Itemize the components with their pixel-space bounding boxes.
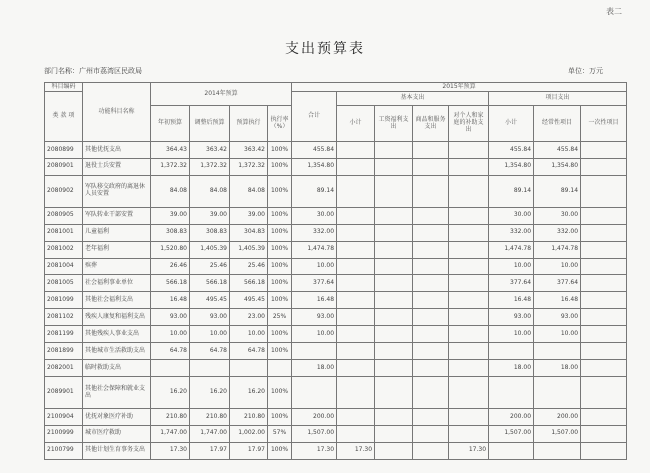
row-adjusted-budget: 363.42: [190, 142, 230, 159]
row-goods-services: [413, 175, 449, 207]
row-total: 10.00: [292, 326, 337, 343]
row-budget-2014: 566.18: [151, 275, 190, 292]
row-execution: 1,405.39: [230, 241, 268, 258]
row-basic-subtotal: [337, 309, 375, 326]
row-exec-rate: 100%: [268, 158, 292, 175]
row-function-name: 其他社会保障和就业支出: [83, 377, 151, 409]
row-basic-subtotal: [337, 360, 375, 377]
row-exec-rate: 25%: [268, 309, 292, 326]
table-row: [45, 224, 627, 241]
row-execution: 1,002.00: [230, 425, 268, 442]
header-project-subtotal: 小计: [489, 106, 534, 142]
row-execution: 304.83: [230, 224, 268, 241]
row-one-off-project: [581, 292, 627, 309]
header-adjusted-budget: 调整后预算: [190, 106, 230, 142]
row-basic-subtotal: [337, 207, 375, 224]
row-adjusted-budget: 17.97: [190, 442, 230, 459]
row-one-off-project: [581, 326, 627, 343]
row-adjusted-budget: 1,747.00: [190, 425, 230, 442]
row-budget-2014: [151, 360, 190, 377]
row-basic-subtotal: [337, 158, 375, 175]
row-one-off-project: [581, 258, 627, 275]
row-code: 2081899: [45, 343, 83, 360]
row-execution: 84.08: [230, 175, 268, 207]
row-code: 2080902: [45, 175, 83, 207]
row-personal-family: 17.30: [449, 442, 489, 459]
row-exec-rate: 100%: [268, 258, 292, 275]
row-budget-2014: 93.00: [151, 309, 190, 326]
row-execution: 39.00: [230, 207, 268, 224]
row-personal-family: [449, 275, 489, 292]
row-project-subtotal: 1,507.00: [489, 425, 534, 442]
row-function-name: 老年福利: [83, 241, 151, 258]
row-routine-project: [534, 343, 581, 360]
row-adjusted-budget: 84.08: [190, 175, 230, 207]
row-execution: 23.00: [230, 309, 268, 326]
row-personal-family: [449, 425, 489, 442]
row-function-name: 其他计划生育事务支出: [83, 442, 151, 459]
row-routine-project: 200.00: [534, 408, 581, 425]
row-function-name: 其他优抚支出: [83, 142, 151, 159]
row-function-name: 殡葬: [83, 258, 151, 275]
row-one-off-project: [581, 275, 627, 292]
row-project-subtotal: 455.84: [489, 142, 534, 159]
row-budget-2014: 64.78: [151, 343, 190, 360]
header-personal-family: 对个人和家庭的补助支出: [449, 106, 489, 142]
row-exec-rate: 100%: [268, 275, 292, 292]
row-budget-2014: 210.80: [151, 408, 190, 425]
row-basic-subtotal: [337, 425, 375, 442]
row-total: 1,507.00: [292, 425, 337, 442]
row-budget-2014: 1,747.00: [151, 425, 190, 442]
row-goods-services: [413, 292, 449, 309]
header-exec-rate: 执行率（%）: [268, 106, 292, 142]
row-routine-project: 10.00: [534, 326, 581, 343]
row-goods-services: [413, 442, 449, 459]
row-one-off-project: [581, 408, 627, 425]
row-exec-rate: 100%: [268, 343, 292, 360]
row-one-off-project: [581, 224, 627, 241]
row-total: 93.00: [292, 309, 337, 326]
row-personal-family: [449, 309, 489, 326]
table-row: [45, 309, 627, 326]
row-wages: [375, 175, 413, 207]
header-year-2014: 2014年预算: [151, 83, 292, 106]
row-budget-2014: 17.30: [151, 442, 190, 459]
row-basic-subtotal: [337, 377, 375, 409]
row-adjusted-budget: 495.45: [190, 292, 230, 309]
row-function-name: 军队转业干部安置: [83, 207, 151, 224]
row-budget-2014: 1,520.80: [151, 241, 190, 258]
row-one-off-project: [581, 360, 627, 377]
row-one-off-project: [581, 158, 627, 175]
row-function-name: 其他残疾人事业支出: [83, 326, 151, 343]
row-personal-family: [449, 258, 489, 275]
row-code: 2082001: [45, 360, 83, 377]
row-execution: 64.78: [230, 343, 268, 360]
row-personal-family: [449, 158, 489, 175]
row-project-subtotal: 30.00: [489, 207, 534, 224]
row-budget-2014: 308.83: [151, 224, 190, 241]
row-exec-rate: 100%: [268, 442, 292, 459]
header-goods-services: 商品和服务支出: [413, 106, 449, 142]
row-personal-family: [449, 343, 489, 360]
row-wages: [375, 224, 413, 241]
row-execution: 495.45: [230, 292, 268, 309]
department-name: 部门名称：广州市荔湾区民政局: [44, 67, 142, 75]
row-routine-project: 18.00: [534, 360, 581, 377]
row-function-name: 残疾人康复和福利支出: [83, 309, 151, 326]
row-goods-services: [413, 377, 449, 409]
row-one-off-project: [581, 142, 627, 159]
row-basic-subtotal: [337, 142, 375, 159]
row-wages: [375, 425, 413, 442]
row-personal-family: [449, 175, 489, 207]
row-goods-services: [413, 408, 449, 425]
row-total: 17.30: [292, 442, 337, 459]
row-goods-services: [413, 258, 449, 275]
row-exec-rate: 100%: [268, 377, 292, 409]
row-personal-family: [449, 241, 489, 258]
row-exec-rate: 100%: [268, 408, 292, 425]
row-exec-rate: 100%: [268, 207, 292, 224]
row-goods-services: [413, 207, 449, 224]
row-adjusted-budget: 1,405.39: [190, 241, 230, 258]
row-routine-project: 1,474.78: [534, 241, 581, 258]
row-routine-project: 455.84: [534, 142, 581, 159]
header-basic-subtotal: 小计: [337, 106, 375, 142]
row-project-subtotal: 200.00: [489, 408, 534, 425]
row-budget-2014: 39.00: [151, 207, 190, 224]
row-wages: [375, 158, 413, 175]
row-code: 2089901: [45, 377, 83, 409]
table-row: [45, 377, 627, 409]
header-total: 合计: [292, 92, 337, 142]
row-wages: [375, 343, 413, 360]
row-project-subtotal: 10.00: [489, 326, 534, 343]
table-row: [45, 326, 627, 343]
row-one-off-project: [581, 241, 627, 258]
row-code: 2081002: [45, 241, 83, 258]
row-total: [292, 377, 337, 409]
row-wages: [375, 258, 413, 275]
header-code-group: 科目编码: [45, 83, 83, 92]
row-wages: [375, 241, 413, 258]
row-adjusted-budget: 566.18: [190, 275, 230, 292]
row-wages: [375, 309, 413, 326]
header-project-expenditure: 项目支出: [489, 92, 627, 106]
row-goods-services: [413, 309, 449, 326]
row-adjusted-budget: 1,372.32: [190, 158, 230, 175]
row-total: 89.14: [292, 175, 337, 207]
row-project-subtotal: 10.00: [489, 258, 534, 275]
row-project-subtotal: 89.14: [489, 175, 534, 207]
table-row: [45, 292, 627, 309]
row-basic-subtotal: [337, 224, 375, 241]
row-code: 2081004: [45, 258, 83, 275]
row-function-name: 退役士兵安置: [83, 158, 151, 175]
row-wages: [375, 360, 413, 377]
row-routine-project: 93.00: [534, 309, 581, 326]
row-basic-subtotal: [337, 241, 375, 258]
row-routine-project: 332.00: [534, 224, 581, 241]
row-budget-2014: 364.43: [151, 142, 190, 159]
table-row: [45, 425, 627, 442]
row-total: 455.84: [292, 142, 337, 159]
row-personal-family: [449, 360, 489, 377]
row-total: 1,354.80: [292, 158, 337, 175]
row-basic-subtotal: [337, 343, 375, 360]
row-exec-rate: 100%: [268, 326, 292, 343]
row-total: 332.00: [292, 224, 337, 241]
row-code: 2081102: [45, 309, 83, 326]
row-goods-services: [413, 241, 449, 258]
header-year-2015: 2015年预算: [292, 83, 627, 92]
row-budget-2014: 16.20: [151, 377, 190, 409]
row-goods-services: [413, 343, 449, 360]
row-personal-family: [449, 326, 489, 343]
table-row: [45, 343, 627, 360]
row-routine-project: 1,507.00: [534, 425, 581, 442]
row-routine-project: 1,354.80: [534, 158, 581, 175]
budget-table: [44, 82, 627, 460]
row-function-name: 军队移交政府的离退休人员安置: [83, 175, 151, 207]
header-class-section-item: 类 款 项: [45, 92, 83, 142]
row-total: 200.00: [292, 408, 337, 425]
table-row: [45, 408, 627, 425]
row-project-subtotal: 16.48: [489, 292, 534, 309]
row-personal-family: [449, 142, 489, 159]
row-execution: 1,372.32: [230, 158, 268, 175]
row-adjusted-budget: 10.00: [190, 326, 230, 343]
table-row: [45, 442, 627, 459]
row-one-off-project: [581, 343, 627, 360]
row-goods-services: [413, 158, 449, 175]
header-function-name: 功能科目名称: [83, 83, 151, 142]
row-routine-project: 10.00: [534, 258, 581, 275]
row-code: 2100904: [45, 408, 83, 425]
row-wages: [375, 292, 413, 309]
header-basic-expenditure: 基本支出: [337, 92, 489, 106]
header-routine-project: 经常性项目: [534, 106, 581, 142]
row-project-subtotal: 332.00: [489, 224, 534, 241]
row-function-name: 社会福利事业单位: [83, 275, 151, 292]
table-row: [45, 360, 627, 377]
row-basic-subtotal: [337, 326, 375, 343]
row-execution: 17.97: [230, 442, 268, 459]
row-adjusted-budget: 16.20: [190, 377, 230, 409]
row-execution: 10.00: [230, 326, 268, 343]
row-execution: 566.18: [230, 275, 268, 292]
row-exec-rate: 100%: [268, 142, 292, 159]
row-personal-family: [449, 408, 489, 425]
row-execution: 25.46: [230, 258, 268, 275]
row-wages: [375, 377, 413, 409]
row-one-off-project: [581, 442, 627, 459]
row-project-subtotal: 1,354.80: [489, 158, 534, 175]
row-function-name: 其他城市生活救助支出: [83, 343, 151, 360]
row-routine-project: [534, 377, 581, 409]
row-basic-subtotal: [337, 275, 375, 292]
row-one-off-project: [581, 175, 627, 207]
row-exec-rate: 100%: [268, 175, 292, 207]
row-basic-subtotal: 17.30: [337, 442, 375, 459]
row-wages: [375, 326, 413, 343]
row-adjusted-budget: 64.78: [190, 343, 230, 360]
row-function-name: 优抚对象医疗补助: [83, 408, 151, 425]
row-one-off-project: [581, 309, 627, 326]
row-adjusted-budget: 308.83: [190, 224, 230, 241]
row-goods-services: [413, 224, 449, 241]
row-code: 2100799: [45, 442, 83, 459]
row-project-subtotal: 18.00: [489, 360, 534, 377]
header-one-off-project: 一次性项目: [581, 106, 627, 142]
row-one-off-project: [581, 207, 627, 224]
row-goods-services: [413, 425, 449, 442]
row-execution: 363.42: [230, 142, 268, 159]
row-project-subtotal: [489, 377, 534, 409]
row-basic-subtotal: [337, 175, 375, 207]
row-one-off-project: [581, 425, 627, 442]
row-execution: 16.20: [230, 377, 268, 409]
table-row: [45, 142, 627, 159]
row-wages: [375, 408, 413, 425]
row-personal-family: [449, 224, 489, 241]
row-code: 2080899: [45, 142, 83, 159]
row-adjusted-budget: 25.46: [190, 258, 230, 275]
row-basic-subtotal: [337, 258, 375, 275]
table-row: [45, 258, 627, 275]
row-total: 10.00: [292, 258, 337, 275]
unit-label: 单位：万元: [568, 67, 603, 75]
row-routine-project: [534, 442, 581, 459]
row-wages: [375, 275, 413, 292]
row-function-name: 儿童福利: [83, 224, 151, 241]
row-goods-services: [413, 360, 449, 377]
row-wages: [375, 142, 413, 159]
row-code: 2081005: [45, 275, 83, 292]
row-basic-subtotal: [337, 292, 375, 309]
header-budget-2014: 年初预算: [151, 106, 190, 142]
row-one-off-project: [581, 377, 627, 409]
row-project-subtotal: [489, 343, 534, 360]
row-exec-rate: 100%: [268, 241, 292, 258]
row-budget-2014: 26.46: [151, 258, 190, 275]
row-project-subtotal: [489, 442, 534, 459]
row-routine-project: 377.64: [534, 275, 581, 292]
row-goods-services: [413, 142, 449, 159]
row-exec-rate: 100%: [268, 224, 292, 241]
table-row: [45, 175, 627, 207]
row-basic-subtotal: [337, 408, 375, 425]
row-routine-project: 30.00: [534, 207, 581, 224]
row-code: 2081199: [45, 326, 83, 343]
row-budget-2014: 10.00: [151, 326, 190, 343]
row-personal-family: [449, 377, 489, 409]
row-function-name: 城市医疗救助: [83, 425, 151, 442]
row-total: 377.64: [292, 275, 337, 292]
row-adjusted-budget: 210.80: [190, 408, 230, 425]
row-total: 18.00: [292, 360, 337, 377]
row-budget-2014: 84.08: [151, 175, 190, 207]
row-code: 2080905: [45, 207, 83, 224]
row-code: 2081099: [45, 292, 83, 309]
table-row: [45, 207, 627, 224]
table-row: [45, 158, 627, 175]
table-number-label: 表二: [606, 7, 622, 16]
row-adjusted-budget: 93.00: [190, 309, 230, 326]
row-goods-services: [413, 275, 449, 292]
row-personal-family: [449, 207, 489, 224]
row-code: 2100999: [45, 425, 83, 442]
row-function-name: 其他社会福利支出: [83, 292, 151, 309]
row-total: 1,474.78: [292, 241, 337, 258]
row-code: 2081001: [45, 224, 83, 241]
row-total: 30.00: [292, 207, 337, 224]
header-wages: 工资福利支出: [375, 106, 413, 142]
row-function-name: 临时救助支出: [83, 360, 151, 377]
row-budget-2014: 16.48: [151, 292, 190, 309]
row-exec-rate: 100%: [268, 292, 292, 309]
table-row: [45, 241, 627, 258]
row-code: 2080901: [45, 158, 83, 175]
page-title: 支出预算表: [285, 41, 365, 57]
row-project-subtotal: 1,474.78: [489, 241, 534, 258]
row-adjusted-budget: [190, 360, 230, 377]
row-project-subtotal: 377.64: [489, 275, 534, 292]
table-row: [45, 275, 627, 292]
row-routine-project: 16.48: [534, 292, 581, 309]
row-adjusted-budget: 39.00: [190, 207, 230, 224]
row-wages: [375, 442, 413, 459]
row-routine-project: 89.14: [534, 175, 581, 207]
row-execution: 210.80: [230, 408, 268, 425]
row-total: [292, 343, 337, 360]
row-total: 16.48: [292, 292, 337, 309]
row-exec-rate: 57%: [268, 425, 292, 442]
row-budget-2014: 1,372.32: [151, 158, 190, 175]
row-project-subtotal: 93.00: [489, 309, 534, 326]
row-execution: [230, 360, 268, 377]
row-wages: [375, 207, 413, 224]
row-goods-services: [413, 326, 449, 343]
row-exec-rate: [268, 360, 292, 377]
row-personal-family: [449, 292, 489, 309]
header-execution: 预算执行: [230, 106, 268, 142]
